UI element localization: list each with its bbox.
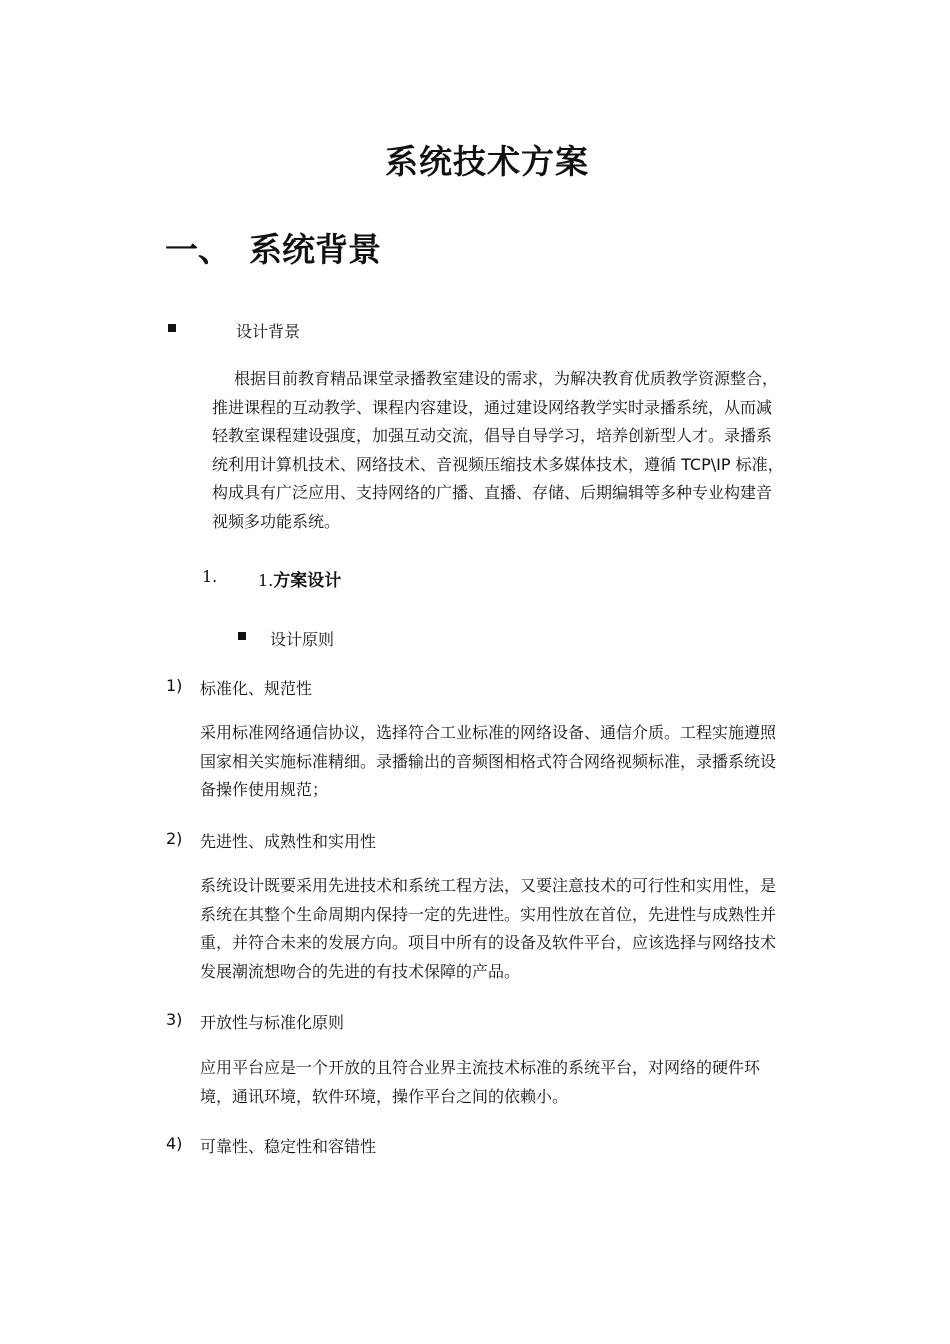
paragraph-line: 统利用计算机技术、网络技术、音视频压缩技术多媒体技术，遵循 TCP\IP 标准，	[212, 454, 784, 474]
principle-number: 4)	[166, 1134, 183, 1153]
square-bullet-icon	[238, 632, 246, 640]
paragraph-line: 应用平台应是一个开放的且符合业界主流技术标准的系统平台，对网络的硬件环	[200, 1058, 761, 1077]
principle-title: 可靠性、稳定性和容错性	[200, 1137, 377, 1156]
paragraph-line: 发展潮流想吻合的先进的有技术保障的产品。	[200, 961, 521, 981]
principle-number: 1)	[166, 676, 183, 695]
background-paragraph	[212, 365, 800, 537]
square-bullet-icon	[168, 324, 176, 332]
principle-paragraph	[200, 1054, 787, 1111]
background-label: 设计背景	[236, 322, 301, 341]
paragraph-line: 系统设计既要采用先进技术和系统工程方法，又要注意技术的可行性和实用性，是	[200, 876, 777, 895]
principle-paragraph	[200, 872, 803, 986]
section-outer-number: 1.	[202, 567, 218, 586]
principle-title: 开放性与标准化原则	[200, 1013, 345, 1032]
paragraph-line: 采用标准网络通信协议，选择符合工业标准的网络设备、通信介质。工程实施遵照	[200, 723, 777, 742]
chapter-title: 系统背景	[249, 230, 381, 269]
paragraph-line: 国家相关实施标准精细。录播输出的音频图相格式符合网络视频标准，录播系统设	[200, 751, 777, 771]
paragraph-line: 轻教室课程建设强度，加强互动交流，倡导自导学习，培养创新型人才。录播系	[212, 426, 773, 446]
principle-paragraph	[200, 719, 803, 805]
paragraph-line: 推进课程的互动教学、课程内容建设，通过建设网络教学实时录播系统，从而减	[212, 397, 773, 417]
paragraph-line: 备操作使用规范；	[200, 780, 329, 800]
principle-number: 3)	[166, 1010, 183, 1029]
chapter-heading	[165, 224, 381, 271]
paragraph-line: 系统在其整个生命周期内保持一定的先进性。实用性放在首位，先进性与成熟性并	[200, 904, 777, 924]
section-title: 方案设计	[273, 571, 342, 591]
document-title: 系统技术方案	[385, 142, 589, 181]
paragraph-line: 境，通讯环境，软件环境，操作平台之间的依赖小。	[200, 1086, 569, 1106]
principle-number: 2)	[166, 829, 183, 848]
paragraph-line: 重，并符合未来的发展方向。项目中所有的设备及软件平台，应该选择与网络技术	[200, 933, 777, 953]
section-heading	[258, 566, 341, 591]
principle-title: 标准化、规范性	[200, 679, 313, 698]
section-inner-number: 1.	[258, 571, 274, 590]
principle-title: 先进性、成熟性和实用性	[200, 832, 377, 851]
principles-label: 设计原则	[270, 630, 335, 649]
paragraph-line: 根据目前教育精品课堂录播教室建设的需求，为解决教育优质教学资源整合，	[234, 369, 779, 388]
paragraph-line: 构成具有广泛应用、支持网络的广播、直播、存储、后期编辑等多种专业构建音	[212, 483, 773, 503]
chapter-number: 一、	[165, 230, 231, 269]
paragraph-line: 视频多功能系统。	[212, 511, 341, 531]
